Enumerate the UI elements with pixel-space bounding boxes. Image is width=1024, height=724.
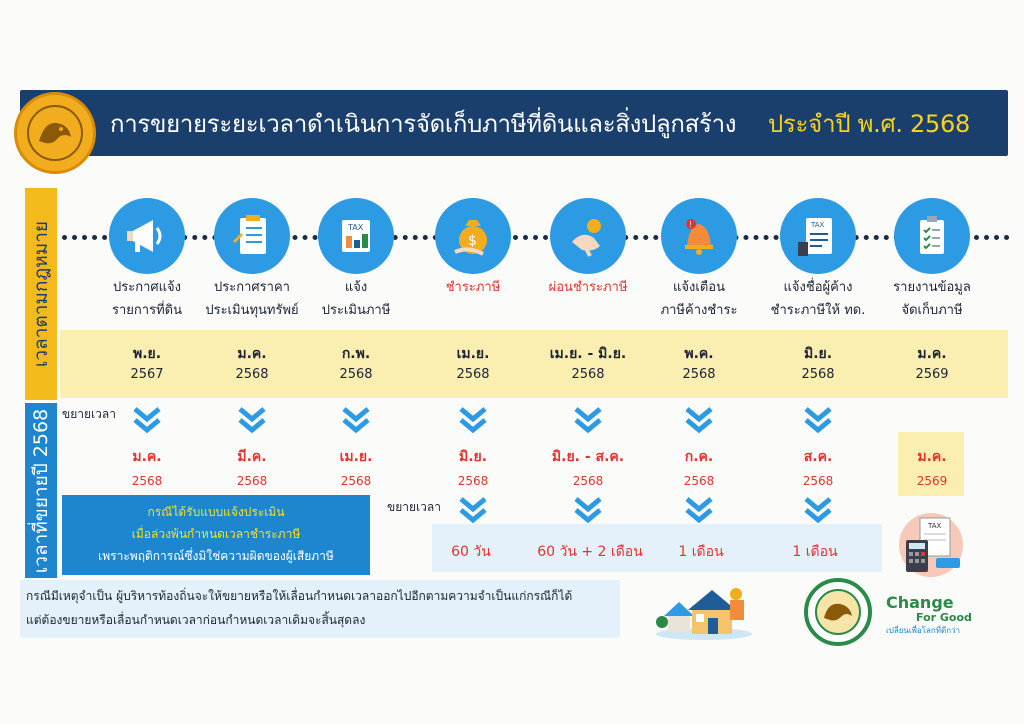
extended-time-label: [25, 403, 57, 578]
legal-time-label: [25, 188, 57, 400]
duration-report-names: 1 เดือน: [792, 544, 838, 560]
note-line-2: แต่ต้องขยายหรือเลื่อนกำหนดเวลาก่อนกำหนดเวลาเดิมจะสิ้นสุดลง: [26, 613, 366, 627]
extended-year-5: 2568: [572, 474, 604, 488]
step-label-8-line2: จัดเก็บภาษี: [901, 303, 963, 318]
extended-month-2: มี.ค.: [237, 449, 267, 465]
legal-month-5: เม.ย. - มิ.ย.: [549, 346, 627, 362]
change-logo-main: Change: [886, 593, 954, 612]
legal-year-7: 2568: [801, 367, 835, 382]
svg-text:TAX: TAX: [928, 522, 942, 530]
legal-year-6: 2568: [682, 367, 716, 382]
svg-text:TAX: TAX: [348, 223, 364, 232]
step-label-1-line2: รายการที่ดิน: [112, 303, 182, 318]
change-logo-sub: เปลี่ยนเพื่อโลกที่ดีกว่า: [886, 626, 961, 635]
change-logo-main-2: For Good: [916, 611, 972, 624]
legal-month-6: พ.ค.: [684, 346, 714, 362]
case-box: [62, 495, 370, 575]
change-for-good-logo: [886, 594, 972, 637]
step-label-6: แจ้งเตือน: [673, 280, 725, 295]
step-label-2: ประกาศราคา: [214, 280, 290, 295]
extended-year-4: 2568: [457, 474, 489, 488]
note-line-1: กรณีมีเหตุจำเป็น ผู้บริหารท้องถิ่นจะให้ขยายหรือให้เลื่อนกำหนดเวลาออกไปอีกตามความจำเป็นแก่กรณีก็ได้: [26, 589, 573, 603]
legal-year-1: 2567: [130, 367, 164, 382]
chevron-down-icon: [237, 406, 267, 438]
timeline-dots: [62, 235, 1010, 240]
legal-year-2: 2568: [235, 367, 269, 382]
legal-month-2: ม.ค.: [237, 346, 267, 362]
step-label-7: แจ้งชื่อผู้ค้าง: [783, 280, 853, 295]
chevron-down-icon: [803, 496, 833, 528]
chevron-down-icon: [684, 496, 714, 528]
extend-label: ขยายเวลา: [62, 407, 116, 421]
extended-year-8: 2569: [916, 474, 948, 488]
duration-installment: 60 วัน + 2 เดือน: [537, 544, 643, 560]
legal-month-3: ก.พ.: [341, 346, 371, 362]
case-line-2: เมื่อล่วงพ้นกำหนดเวลาชำระภาษี: [131, 527, 301, 541]
duration-pay: 60 วัน: [451, 544, 491, 560]
duration-warning: 1 เดือน: [678, 544, 724, 560]
chevron-down-icon: [132, 406, 162, 438]
page-title-year: ประจำปี พ.ศ. 2568: [768, 110, 970, 138]
legal-year-5: 2568: [571, 367, 605, 382]
chevron-down-icon: [803, 406, 833, 438]
legal-month-7: มิ.ย.: [803, 346, 833, 362]
legal-time-text: เวลาตามกฎหมาย: [30, 220, 52, 368]
step-label-5: ผ่อนชำระภาษี: [548, 280, 628, 295]
extended-year-1: 2568: [131, 474, 163, 488]
extended-month-8: ม.ค.: [917, 449, 947, 465]
chevron-down-icon: [573, 406, 603, 438]
clipboard-icon: [894, 198, 970, 274]
step-label-3: แจ้ง: [344, 280, 368, 295]
svg-text:!: !: [689, 220, 693, 229]
step-label-4: ชำระภาษี: [445, 280, 501, 295]
extended-time-text: เวลาที่ขยายปี 2568: [30, 408, 53, 573]
department-emblem-icon: [14, 92, 96, 174]
extended-year-2: 2568: [236, 474, 268, 488]
money-bag-icon: [435, 198, 511, 274]
tax-document-icon: [780, 198, 856, 274]
extended-year-6: 2568: [683, 474, 715, 488]
extended-month-3: เม.ย.: [339, 449, 373, 465]
legal-year-4: 2568: [456, 367, 490, 382]
chevron-down-icon: [458, 496, 488, 528]
svg-text:$: $: [468, 233, 477, 249]
tax-notice-icon: [318, 198, 394, 274]
extended-month-4: มิ.ย.: [458, 449, 488, 465]
step-label-2-line2: ประเมินทุนทรัพย์: [205, 303, 299, 318]
extended-month-1: ม.ค.: [132, 449, 162, 465]
extend-label-2: ขยายเวลา: [387, 500, 441, 514]
svg-text:TAX: TAX: [811, 221, 825, 229]
extended-year-7: 2568: [802, 474, 834, 488]
extended-month-7: ส.ค.: [803, 449, 833, 465]
price-list-icon: [214, 198, 290, 274]
legal-month-4: เม.ย.: [456, 346, 490, 362]
extended-month-6: ก.ค.: [684, 449, 714, 465]
house-illustration-icon: [654, 582, 754, 640]
step-label-7-line2: ชำระภาษีให้ ทด.: [770, 303, 866, 318]
tax-calculator-icon: [896, 512, 966, 578]
step-label-3-line2: ประเมินภาษี: [321, 303, 391, 318]
step-label-6-line2: ภาษีค้างชำระ: [660, 303, 738, 318]
case-line-1: กรณีได้รับแบบแจ้งประเมิน: [147, 505, 285, 519]
legal-month-8: ม.ค.: [917, 346, 947, 362]
extended-month-5: มิ.ย. - ส.ค.: [551, 449, 625, 465]
bell-icon: [661, 198, 737, 274]
step-label-8: รายงานข้อมูล: [893, 280, 971, 295]
extended-year-3: 2568: [340, 474, 372, 488]
legal-time-band: [60, 330, 1008, 398]
hand-coin-icon: [550, 198, 626, 274]
legal-year-8: 2569: [915, 367, 949, 382]
page-title: การขยายระยะเวลาดำเนินการจัดเก็บภาษีที่ดินและสิ่งปลูกสร้าง: [110, 110, 737, 138]
step-label-1: ประกาศแจ้ง: [113, 280, 181, 295]
legal-year-3: 2568: [339, 367, 373, 382]
chevron-down-icon: [684, 406, 714, 438]
chevron-down-icon: [458, 406, 488, 438]
legal-month-1: พ.ย.: [132, 346, 162, 362]
megaphone-icon: [109, 198, 185, 274]
department-seal-icon: [804, 578, 872, 646]
case-line-3: เพราะพฤติการณ์ซึ่งมิใช่ความผิดของผู้เสียภาษี: [98, 549, 334, 563]
chevron-down-icon: [341, 406, 371, 438]
chevron-down-icon: [573, 496, 603, 528]
